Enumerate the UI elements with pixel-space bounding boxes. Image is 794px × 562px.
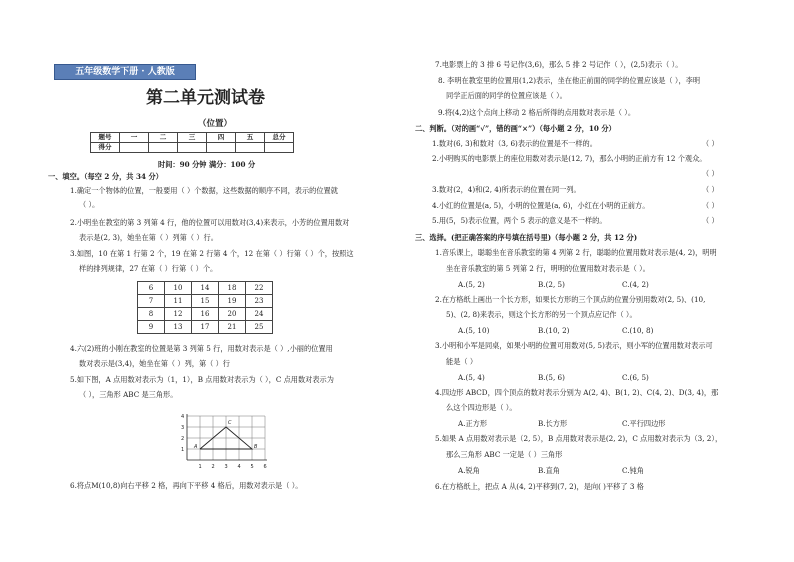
page-title: 第二单元测试卷 <box>146 88 265 108</box>
score-cell[interactable] <box>120 143 149 153</box>
q5-line2: （ ），三角形 ABC 是三角形。 <box>79 390 178 399</box>
choice-q1-option-a[interactable]: A.(5, 2) <box>458 280 485 289</box>
q3-line2: 样的排列规律，27 在第（ ）行第（ ）个。 <box>79 264 218 273</box>
time-info: 时间：90 分钟 满分：100 分 <box>158 160 256 169</box>
q7-text: 7.电影票上的 3 排 6 号记作(3,6)，那么 5 排 2 号记作（ ），(2,5)表示（ ）。 <box>435 60 683 69</box>
score-head-cell: 一 <box>120 133 149 143</box>
section3-heading: 三、选择。(把正确答案的序号填在括号里)（每小题 2 分，共 12 分) <box>415 233 638 242</box>
score-head-cell: 五 <box>236 133 265 143</box>
choice-q4-option-a[interactable]: A.正方形 <box>458 419 488 428</box>
number-table <box>137 281 273 334</box>
score-table <box>90 132 294 153</box>
table-cell: 13 <box>165 321 192 334</box>
choice-q5-option-b[interactable]: B.直角 <box>538 466 560 475</box>
page-subtitle: （位置） <box>198 119 233 129</box>
table-cell: 16 <box>192 308 219 321</box>
judge-paren-3[interactable]: （ ） <box>702 185 719 194</box>
choice-q1-option-c[interactable]: C.(4, 2) <box>622 280 649 289</box>
table-cell: 8 <box>138 308 165 321</box>
choice-q1-option-b[interactable]: B.(2, 5) <box>538 280 565 289</box>
choice-q5-option-a[interactable]: A.锐角 <box>458 466 480 475</box>
q6-text: 6.将点M(10,8)向右平移 2 格，再向下平移 4 格后，用数对表示是（ ）。 <box>70 481 303 490</box>
x-tick: 5 <box>250 464 254 470</box>
choice-q4-option-b[interactable]: B.长方形 <box>538 419 568 428</box>
q8-line1: 8. 李明在教室里的位置用(1,2)表示，坐在他正前面的同学的位置应该是（ ），李明 <box>438 76 701 85</box>
table-cell: 25 <box>246 321 273 334</box>
judge-paren-4[interactable]: （ ） <box>702 201 719 210</box>
x-tick: 2 <box>211 464 215 470</box>
table-cell: 14 <box>192 282 219 295</box>
table-cell: 20 <box>219 308 246 321</box>
table-cell: 11 <box>165 295 192 308</box>
table-cell: 10 <box>165 282 192 295</box>
choice-q4-line1: 4.四边形 ABCD，四个顶点的数对表示分别为 A(2, 4)、B(1, 2)、C(4, 2)、D(3, 4)，那 <box>435 388 719 397</box>
section2-heading: 二、判断。（对的画“√”，错的画“×”）（每小题 2 分，10 分） <box>415 124 616 133</box>
judge-paren-2[interactable]: （ ） <box>702 169 719 178</box>
score-head-cell: 总分 <box>265 133 294 143</box>
choice-q5-line2: 那么三角形 ABC 一定是（ ）三角形 <box>446 450 563 459</box>
table-cell: 17 <box>192 321 219 334</box>
table-cell: 15 <box>192 295 219 308</box>
q4-line1: 4.六(2)班的小刚在教室的位置是第 3 列第 5 行，用数对表示是（ ）,小丽的位置用 <box>70 344 333 353</box>
q1-line2: （ ）。 <box>79 200 100 209</box>
judge-paren-5[interactable]: （ ） <box>702 216 719 225</box>
judge-item-2: 2.小明购买的电影票上的座位用数对表示是(12, 7)，那么小明的正前方有 12 个观众。 <box>432 154 707 163</box>
choice-q3-line1: 3.小明和小军是同桌，如果小明的位置可用数对(5, 5)表示，则小军的位置用数对表示可 <box>435 341 713 350</box>
score-row-label: 得分 <box>91 143 120 153</box>
choice-q3-option-b[interactable]: B.(5, 6) <box>538 373 565 382</box>
score-head-cell: 题号 <box>91 133 120 143</box>
score-cell[interactable] <box>207 143 236 153</box>
x-tick: 6 <box>263 464 267 470</box>
judge-item-4: 4.小红的位置是(a, 5)，小明的位置是(a, 6)，小红在小明的正前方。 <box>432 201 650 210</box>
choice-q5-line1: 5.如果 A 点用数对表示是（2, 5），B 点用数对表示是(2, 2)，C 点用数对表示为（3, 2）， <box>435 434 723 443</box>
table-cell: 7 <box>138 295 165 308</box>
table-cell: 18 <box>219 282 246 295</box>
table-cell: 22 <box>246 282 273 295</box>
choice-q2-option-c[interactable]: C.(10, 8) <box>622 326 654 335</box>
choice-q1-line1: 1.音乐课上，聪聪坐在音乐教室的第 4 列第 2 行，聪聪的位置用数对表示是(4, 2)，明明 <box>435 248 717 257</box>
judge-item-1: 1.数对(6, 3)和数对（3, 6)表示的位置是不一样的。 <box>432 139 597 148</box>
section1-heading: 一、填空。（每空 2 分，共 34 分） <box>48 172 163 181</box>
choice-q4-option-c[interactable]: C.平行四边形 <box>622 419 666 428</box>
judge-item-3: 3.数对(2，4)和(2, 4)所表示的位置在同一列。 <box>432 185 581 194</box>
choice-q3-line2: 能是（ ） <box>446 357 478 366</box>
q2-line1: 2.小明坐在教室的第 3 列第 4 行，他的位置可以用数对(3,4)来表示，小芳的位置用数对 <box>70 218 350 227</box>
q3-line1: 3.如图，10 在第 1 行第 2 个，19 在第 2 行第 4 个，12 在第（ ）行第（ ）个，按照这 <box>70 249 354 258</box>
y-tick: 1 <box>181 447 185 453</box>
table-cell: 19 <box>219 295 246 308</box>
q1-line1: 1.确定一个物体的位置，一般要用（ ）个数据，这些数据的顺序不同，表示的位置就 <box>70 186 338 195</box>
choice-q6-text: 6.在方格纸上，把点 A 从(4, 2)平移到(7, 2)，是向( )平移了 3 格 <box>435 482 644 491</box>
point-a-label: A <box>194 444 198 450</box>
choice-q4-line2: 么这个四边形是（ ）。 <box>446 403 517 412</box>
x-tick: 4 <box>237 464 241 470</box>
score-cell[interactable] <box>178 143 207 153</box>
choice-q2-option-b[interactable]: B.(10, 2) <box>538 326 570 335</box>
table-cell: 24 <box>246 308 273 321</box>
table-cell: 23 <box>246 295 273 308</box>
judge-paren-1[interactable]: （ ） <box>702 139 719 148</box>
score-cell[interactable] <box>265 143 294 153</box>
grade-banner: 五年级数学下册 · 人教版 <box>54 64 196 80</box>
q8-line2: 同学正后面的同学的位置应该是（ ）。 <box>446 91 567 100</box>
judge-item-5: 5.用(5，5)表示位置，两个 5 表示的意义是不一样的。 <box>432 216 607 225</box>
score-head-cell: 四 <box>207 133 236 143</box>
q4-line2: 数对表示是(3,4)，她坐在第（ ）列，第（ ）行 <box>79 359 230 368</box>
table-cell: 9 <box>138 321 165 334</box>
point-c-label: C <box>228 420 232 426</box>
choice-q2-option-a[interactable]: A.(5, 10) <box>458 326 490 335</box>
point-b-label: B <box>254 444 258 450</box>
choice-q3-option-c[interactable]: C.(6, 5) <box>622 373 649 382</box>
score-cell[interactable] <box>149 143 178 153</box>
y-tick: 3 <box>181 425 185 431</box>
score-head-cell: 二 <box>149 133 178 143</box>
table-cell: 6 <box>138 282 165 295</box>
choice-q3-option-a[interactable]: A.(5, 4) <box>458 373 485 382</box>
x-tick: 1 <box>198 464 202 470</box>
table-cell: 12 <box>165 308 192 321</box>
choice-q1-line2: 坐在音乐教室的第 5 列第 2 行，明明的位置用数对表示是（ ）。 <box>446 264 650 273</box>
q2-line2: 表示是(2, 3)，她坐在第（ ）列第（ ）行。 <box>79 233 218 242</box>
q9-text: 9.将(4,2)这个点向上移动 2 格后所得的点用数对表示是（ ）。 <box>438 108 636 117</box>
y-tick: 4 <box>181 414 185 420</box>
choice-q2-line1: 2.在方格纸上画出一个长方形，如果长方形的三个顶点的位置分别用数对(2, 5)、(10, <box>435 295 706 304</box>
q5-line1: 5.如下图，A 点用数对表示为（1，1），B 点用数对表示为（ ），C 点用数对表示为 <box>70 375 334 384</box>
score-cell[interactable] <box>236 143 265 153</box>
coordinate-grid <box>175 412 275 474</box>
choice-q5-option-c[interactable]: C.钝角 <box>622 466 644 475</box>
y-tick: 2 <box>181 436 185 442</box>
score-head-cell: 三 <box>178 133 207 143</box>
x-tick: 3 <box>224 464 228 470</box>
choice-q2-line2: 5)、(2, 8)来表示，则这个长方形的另一个顶点应记作（ ）。 <box>446 310 637 319</box>
table-cell: 21 <box>219 321 246 334</box>
